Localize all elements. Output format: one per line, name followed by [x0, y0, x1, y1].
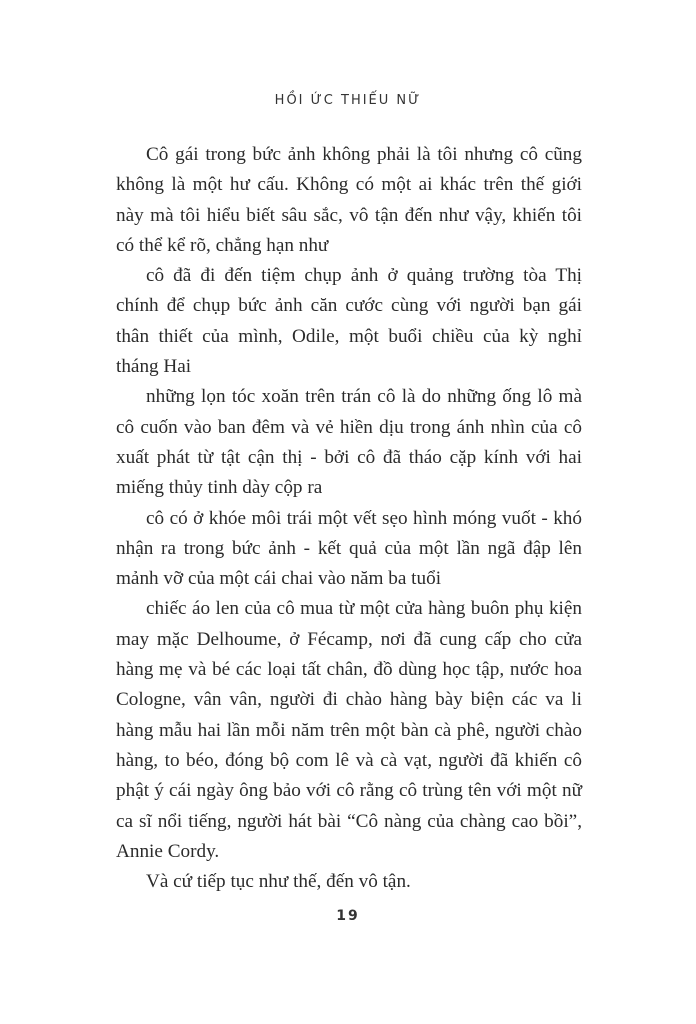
paragraph: Cô gái trong bức ảnh không phải là tôi nhưng cô cũng không là một hư cấu. Không có một ai khác trên thế giới này mà tôi hiểu biết sâu sắc, vô tận đến như vậy, khiến tôi có thể kể rõ, chẳng hạn như: [116, 144, 582, 256]
page-number: 19: [336, 908, 360, 924]
running-header-title: HỒI ỨC THIẾU NỮ: [274, 93, 422, 108]
paragraph: những lọn tóc xoăn trên trán cô là do những ống lô mà cô cuốn vào ban đêm và vẻ hiền dịu trong ánh nhìn của cô xuất phát từ tật cận thị - bởi cô đã tháo cặp kính với hai miếng thủy tinh dày cộp ra: [116, 386, 582, 499]
body-text: [116, 140, 582, 897]
paragraph: cô đã đi đến tiệm chụp ảnh ở quảng trường tòa Thị chính để chụp bức ảnh căn cước cùng với người bạn gái thân thiết của mình, Odile, một buổi chiều của kỳ nghỉ tháng Hai: [116, 265, 582, 378]
paragraph: chiếc áo len của cô mua từ một cửa hàng buôn phụ kiện may mặc Delhoume, ở Fécamp, nơi đã cung cấp cho cửa hàng mẹ và bé các loại tất chân, đồ dùng học tập, nước hoa Cologne, vân vân, người đi chào hàng bày biện các va li hàng mẫu hai lần mỗi năm trên một bàn cà phê, người chào hàng, to béo, đóng bộ com lê và cà vạt, người đã khiến cô phật ý cái ngày ông bảo với cô rằng cô trùng tên với một nữ ca sĩ nổi tiếng, người hát bài “Cô nàng của chàng cao bồi”, Annie Cordy.: [116, 598, 582, 862]
paragraph: Và cứ tiếp tục như thế, đến vô tận.: [146, 871, 411, 893]
paragraph: cô có ở khóe môi trái một vết sẹo hình móng vuốt - khó nhận ra trong bức ảnh - kết quả của một lần ngã đập lên mảnh vỡ của một cái chai vào năm ba tuổi: [116, 507, 582, 590]
